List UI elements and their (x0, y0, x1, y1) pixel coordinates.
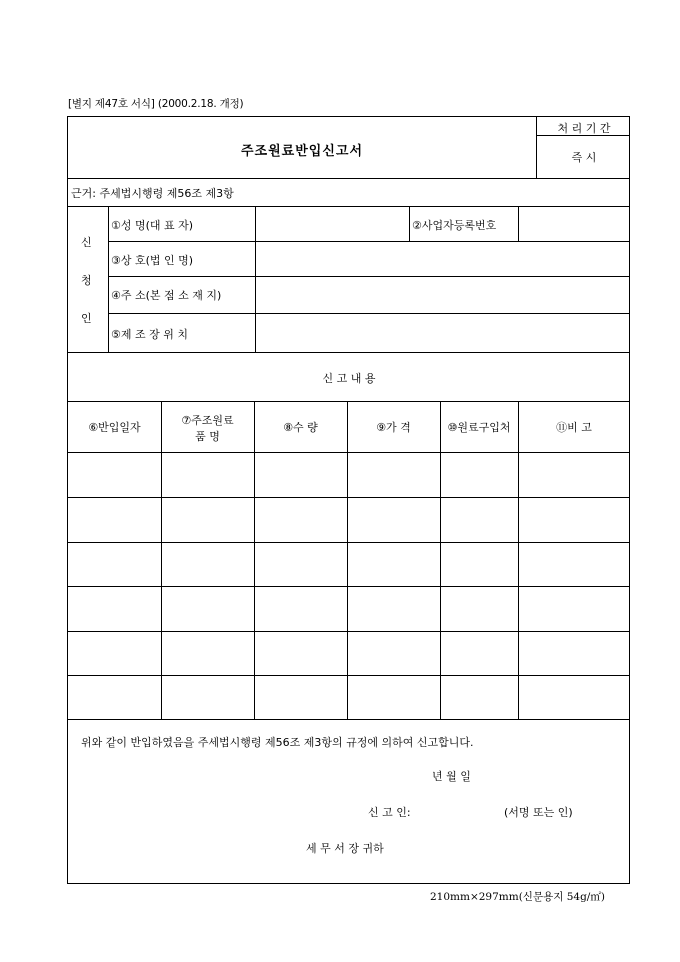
divider (536, 117, 537, 178)
declaration-text: 위와 같이 반입하였음을 주세법시행령 제56조 제3항의 규정에 의하여 신고합니다. (81, 736, 474, 749)
paper-spec-note: 210mm×297mm(신문용지 54g/㎡) (430, 891, 605, 903)
report-section-title: 신 고 내 용 (322, 372, 376, 385)
divider (108, 206, 109, 352)
table-cell[interactable] (255, 453, 347, 497)
table-cell[interactable] (348, 543, 440, 586)
table-cell[interactable] (68, 498, 161, 542)
trade-name-label: ③상 호(법 인 명) (111, 254, 194, 267)
table-cell[interactable] (255, 498, 347, 542)
address-field[interactable] (256, 277, 629, 312)
column-header-material: ⑦주조원료 (181, 414, 234, 427)
table-cell[interactable] (441, 632, 518, 675)
table-cell[interactable] (441, 453, 518, 497)
table-cell[interactable] (68, 453, 161, 497)
table-cell[interactable] (68, 587, 161, 631)
name-field[interactable] (256, 207, 408, 240)
table-cell[interactable] (441, 498, 518, 542)
table-cell[interactable] (68, 543, 161, 586)
column-header-price: ⑨가 격 (376, 421, 411, 434)
column-header-remarks: ⑪비 고 (556, 421, 592, 434)
signature-hint: (서명 또는 인) (504, 806, 573, 819)
table-cell[interactable] (162, 543, 254, 586)
factory-location-field[interactable] (256, 314, 629, 351)
addressee: 세 무 서 장 귀하 (306, 842, 384, 855)
name-label: ①성 명(대 표 자) (111, 219, 194, 232)
divider (68, 352, 630, 353)
table-cell[interactable] (519, 543, 630, 586)
applicant-side-label-2: 청 (81, 274, 92, 287)
divider (68, 719, 630, 720)
column-header-supplier: ⑩원료구입처 (447, 421, 511, 434)
table-cell[interactable] (255, 543, 347, 586)
table-cell[interactable] (68, 632, 161, 675)
legal-basis: 근거: 주세법시행령 제56조 제3항 (71, 187, 234, 200)
address-label: ④주 소(본 점 소 재 지) (111, 289, 222, 302)
table-cell[interactable] (519, 498, 630, 542)
divider (68, 178, 630, 179)
table-cell[interactable] (519, 453, 630, 497)
divider (409, 206, 410, 241)
table-cell[interactable] (255, 632, 347, 675)
table-cell[interactable] (162, 498, 254, 542)
table-cell[interactable] (162, 587, 254, 631)
business-number-label: ②사업자등록번호 (412, 219, 497, 232)
table-cell[interactable] (519, 632, 630, 675)
applicant-side-label-1: 신 (81, 236, 92, 249)
table-cell[interactable] (348, 498, 440, 542)
reporter-field[interactable] (428, 800, 498, 818)
column-header-date: ⑥반입일자 (88, 421, 141, 434)
date-line: 년 월 일 (432, 770, 471, 783)
table-cell[interactable] (162, 453, 254, 497)
applicant-side-label-3: 인 (81, 312, 92, 325)
table-cell[interactable] (348, 453, 440, 497)
table-cell[interactable] (348, 632, 440, 675)
reporter-label: 신 고 인: (368, 806, 411, 819)
table-cell[interactable] (68, 676, 161, 719)
table-cell[interactable] (519, 676, 630, 719)
form-reference-note: [별지 제47호 서식] (2000.2.18. 개정) (68, 98, 244, 110)
trade-name-field[interactable] (256, 242, 629, 275)
table-cell[interactable] (255, 587, 347, 631)
form-title: 주조원료반입신고서 (240, 144, 364, 159)
processing-period-label: 처 리 기 간 (557, 122, 611, 135)
factory-location-label: ⑤제 조 장 위 치 (111, 328, 188, 341)
table-cell[interactable] (348, 676, 440, 719)
divider (68, 401, 630, 402)
table-cell[interactable] (441, 587, 518, 631)
table-cell[interactable] (162, 676, 254, 719)
table-cell[interactable] (162, 632, 254, 675)
table-cell[interactable] (441, 543, 518, 586)
table-cell[interactable] (255, 676, 347, 719)
column-header-quantity: ⑧수 량 (283, 421, 318, 434)
table-cell[interactable] (519, 587, 630, 631)
report-form (67, 116, 630, 884)
processing-period-value: 즉 시 (571, 151, 597, 164)
table-cell[interactable] (441, 676, 518, 719)
business-number-field[interactable] (519, 207, 629, 240)
table-cell[interactable] (348, 587, 440, 631)
column-header-material-name: 품 명 (195, 430, 220, 443)
